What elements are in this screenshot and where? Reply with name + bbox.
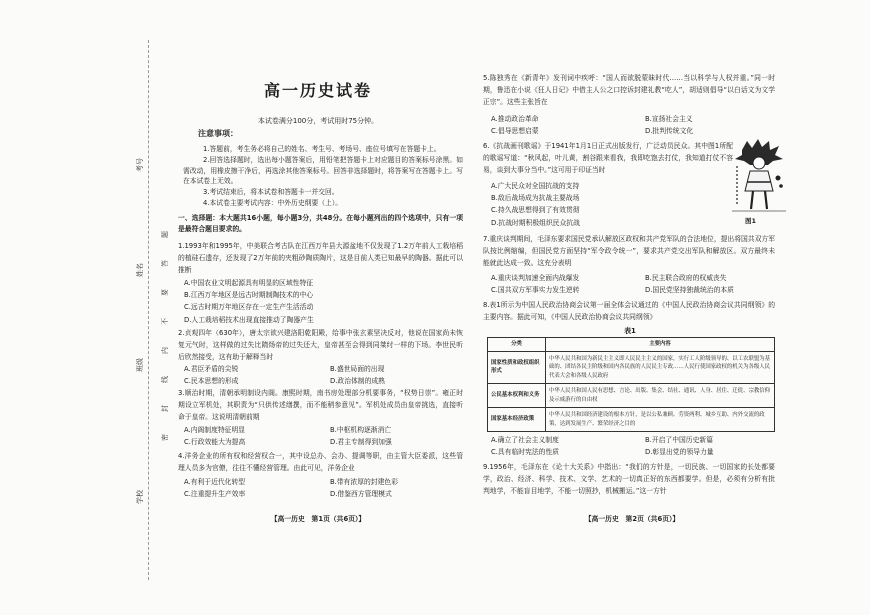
- question-6-option-d: D.抗战时期积极组织民众抗战: [491, 218, 580, 227]
- note-item: 1.答题前，考生务必将自己的姓名、考生号、考场号、座位号填写在答题卡上。: [203, 145, 441, 153]
- question-8-option-d: D.彰显出党的领导力量: [645, 448, 714, 456]
- table-cell-content: 中华人民共和国经济建设的根本方针，是以公私兼顾、劳资两利、城乡互助、内外交流的政策，达到发展生产、繁荣经济之目的: [546, 408, 775, 432]
- table-1: [487, 337, 775, 432]
- question-8-option-a: A.确立了社会主义制度: [491, 436, 559, 444]
- question-4-option-a: A.有利于近代化转型: [184, 478, 246, 486]
- question-5-stem: 5.陈独秀在《新青年》发刊词中疾呼：“国人而欲脱蒙昧时代……当以科学与人权并重。”同一时期，鲁迅在小说《狂人日记》中借主人公之口控诉封建礼教“吃人”，胡适则倡导“以白话文为文学正宗”。这些主张旨在: [483, 74, 775, 107]
- note-item: 2.回答选择题时，选出每小题答案后，用铅笔把答题卡上对应题目的答案标号涂黑。如需改动，用橡皮擦干净后，再选涂其他答案标号。回答非选择题时，将答案写在答题卡上。写在本试卷上无效。: [183, 155, 463, 186]
- seal-warning-text: 密封线内不要答题: [161, 209, 169, 441]
- question-2-stem: 2.贞观四年（630年），唐太宗欲兴建洛阳乾阳殿，给事中张玄素坚决反对，他说在国家尚未恢复元气时，这样做的过失比隋炀帝的过失还大，皇帝甚至会得到同桀纣一样的下场。李世民听后欣然接受，这有助于解释当时: [178, 329, 463, 362]
- note-item: 3.考试结束后，将本试卷和答题卡一并交回。: [203, 188, 339, 197]
- name-label: 姓名: [136, 263, 144, 277]
- question-4-option-b: B.带有浓厚的封建色彩: [330, 478, 398, 486]
- question-5-option-b: B.宣扬社会主义: [645, 115, 693, 123]
- question-2-option-c: C.民本思想的形成: [184, 377, 239, 385]
- cartoon-dot: [776, 176, 781, 181]
- cartoon-dot: [779, 184, 783, 188]
- question-1-option-d: D.人工栽培稻技术出现直接推动了陶器产生: [184, 315, 314, 324]
- question-1-option-a: A.中国农业文明起源具有明显的区域性特征: [184, 279, 314, 287]
- question-3-stem: 3.顺治时期，清朝承明制设内阁。康熙时期，南书房处理部分机要事务，“权势日崇”。雍正时期设立军机处，其职责为“只供传述缮撰，而不能稍参意见”。军机处成员由皇帝挑选，直接听命于皇帝。这说明清朝前期: [178, 389, 463, 422]
- question-7-option-d: D.国民党坚持独裁统治的本质: [645, 286, 734, 294]
- figure-1-cartoon: [728, 138, 790, 214]
- question-9-stem: 9.1956年，毛泽东在《论十大关系》中指出：“我们的方针是，一切民族、一切国家的长处都要学，政治、经济、科学、技术、文学、艺术的一切真正好的东西都要学。但是，必须有分析有批判地学，不能盲目地学，不能一切照抄，机械搬运。”这一方针: [483, 463, 775, 496]
- seal-dashed-line: [148, 40, 149, 580]
- question-2-option-d: D.政治体制的成熟: [330, 377, 385, 385]
- question-3-option-a: A.内阁制度特征明显: [184, 426, 246, 434]
- question-2-option-a: A.君臣矛盾的尖锐: [184, 365, 239, 373]
- exam-title: 高一历史试卷: [263, 81, 372, 100]
- table-row: [488, 384, 775, 408]
- question-1-options: [184, 277, 314, 326]
- question-5-option-d: D.批判传统文化: [645, 127, 694, 135]
- note-item: 4.本试卷主要考试内容：中外历史纲要（上）。: [203, 198, 343, 207]
- question-1-stem: 1.1993年和1995年，中美联合考古队在江西万年县大源盆地不仅发现了1.2万年前人工栽培稻的植硅石遗存，还发现了2万年前的夹粗砂陶质陶片，这是目前人类已知最早的陶器。据此可以推断: [178, 242, 463, 275]
- table-cell-content: 中华人民共和国为新民主主义即人民民主主义的国家，实行工人阶级领导的、以工农联盟为基础的、团结各民主阶级和国内各民族的人民民主专政……人民行使国家政权的机关为各级人民代表大会和各级人民政府: [546, 351, 775, 384]
- question-3-option-d: D.君主专制得到加强: [330, 438, 392, 446]
- table-row: [488, 351, 775, 384]
- question-1-option-b: B.江西万年地区是远古时期制陶技术的中心: [184, 291, 314, 300]
- question-6-option-b: B.敌后战场成为抗战主要战场: [491, 194, 580, 203]
- class-label: 班级: [136, 358, 144, 372]
- question-6-option-c: C.持久战思想得到了有效贯彻: [491, 206, 580, 215]
- question-6-options: [491, 180, 580, 229]
- question-8-option-c: C.具有临时宪法的性质: [491, 448, 560, 456]
- exam-subtitle: 本试卷满分100分，考试用时75分钟。: [257, 117, 379, 125]
- question-6-option-a: A.广大民众对全国抗战的支持: [491, 182, 580, 190]
- page-2-footer: 【高一历史 第2页（共6页）】: [584, 515, 680, 523]
- table-cell-category: 公民基本权利和义务: [488, 384, 546, 408]
- notes-list: [183, 144, 463, 209]
- question-4-option-c: C.注重提升生产效率: [184, 490, 246, 498]
- table-header-row: [488, 338, 775, 352]
- exam-number-label: 考号: [136, 158, 144, 172]
- section-heading: 一、选择题：本大题共16小题，每小题3分，共48分。在每小题列出的四个选项中，只有一项是最符合题目要求的。: [178, 214, 463, 233]
- school-label: 学校: [136, 490, 144, 504]
- question-7-stem: 7.重庆谈判期间，毛泽东要求国民党承认解放区政权和共产党军队的合法地位，提出将国共双方军队按比例缩编，但国民党方面坚持“军令政令统一”，要求共产党交出军队和解放区。双方最终未能就此达成一致。这充分表明: [483, 235, 775, 268]
- question-6-stem: 6.《抗战画刊歌谣》于1941年1月1日正式出版发行，广泛动员民众。其中图1所配的歌谣写道：“秋风起，叶儿黄，割谷跟来看我，我即吃饱去打仗，我知道打仗不容易，谈到大事分当中。”这可用于印证当时: [483, 142, 733, 175]
- question-3-option-c: C.行政效能大为提高: [184, 438, 246, 446]
- figure-1-label: 图1: [745, 217, 757, 225]
- question-4-stem: 4.洋务企业的所有权和经营权合一，其中设总办、会办、提调等职，由主管大臣委派，这些管理人员多为官僚，往往不懂经营管理。由此可见，洋务企业: [178, 452, 463, 473]
- table-row: [488, 408, 775, 432]
- notes-heading: 注意事项：: [198, 129, 238, 138]
- question-7-option-b: B.民主联合政府的权威丧失: [645, 274, 727, 282]
- question-5-option-a: A.推动政治革命: [491, 115, 539, 123]
- table-header-content: 主要内容: [546, 338, 775, 352]
- table-cell-category: 国家基本经济政策: [488, 408, 546, 432]
- table-header-category: 分类: [488, 338, 546, 352]
- question-1-option-c: C.远古时期万年地区存在一定生产生活活动: [184, 303, 314, 312]
- table-cell-content: 中华人民共和国人民有思想、言论、出版、集会、结社、通讯、人身、居住、迁徙、宗教信仰及示威游行的自由权: [546, 384, 775, 408]
- question-7-option-c: C.国共双方军事实力发生逆转: [491, 286, 580, 294]
- question-5-option-c: C.倡导思想启蒙: [491, 127, 539, 135]
- question-8-stem: 8.表1所示为中国人民政治协商会议第一届全体会议通过的《中国人民政治协商会议共同纲领》的主要内容。据此可知，《中国人民政治协商会议共同纲领》: [483, 301, 775, 322]
- cartoon-face: [753, 157, 765, 169]
- question-8-option-b: B.开启了中国历史新篇: [645, 436, 713, 444]
- question-2-option-b: B.盛世局面的出现: [330, 365, 385, 373]
- question-3-option-b: B.中枢机构逐渐消亡: [330, 426, 392, 434]
- question-7-option-a: A.重庆谈判加速全面内战爆发: [491, 274, 580, 282]
- table-1-caption: 表1: [624, 327, 636, 335]
- page-1-footer: 【高一历史 第1页（共6页）】: [270, 515, 366, 523]
- cartoon-body: [745, 171, 773, 191]
- table-cell-category: 国家性质和政权组织形式: [488, 351, 546, 384]
- cartoon-legs: [751, 191, 767, 209]
- question-4-option-d: D.借鉴西方管理模式: [330, 490, 392, 498]
